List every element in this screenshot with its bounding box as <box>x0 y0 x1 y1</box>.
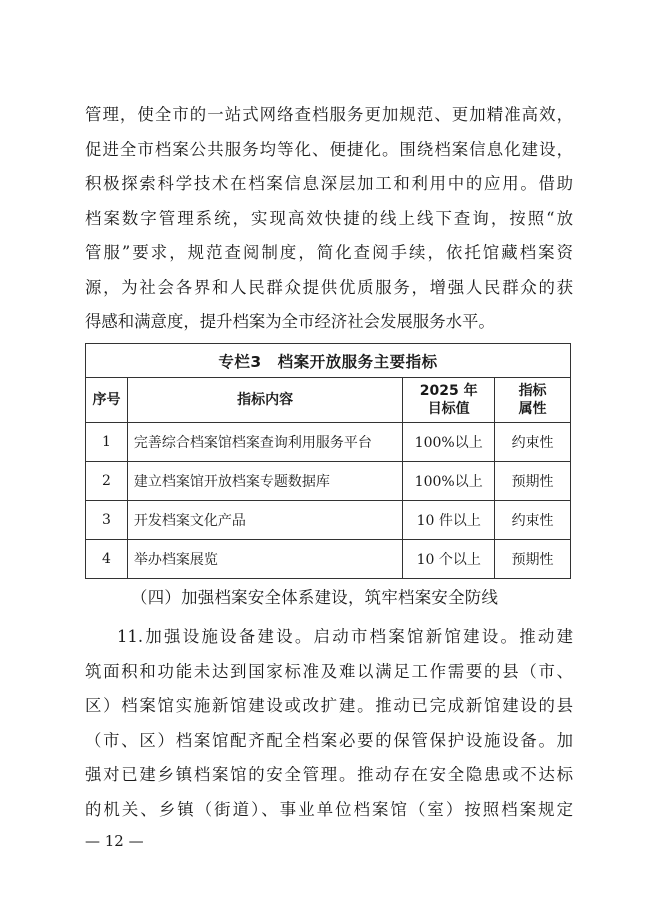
table-row <box>86 501 571 540</box>
cell-target: 10 件以上 <box>403 501 495 540</box>
intro-paragraph <box>85 98 573 340</box>
header-no: 序号 <box>86 378 128 423</box>
indicator-table <box>85 343 571 579</box>
text-line: 得感和满意度，提升档案为全市经济社会发展服务水平。 <box>85 312 495 331</box>
text-line: （市、区）档案馆配齐配全档案必要的保管保护设施设备。加 <box>85 730 573 750</box>
cell-attr: 预期性 <box>495 462 571 501</box>
text-line: 档案数字管理系统，实现高效快捷的线上线下查询，按照“放 <box>85 208 573 228</box>
table-row <box>86 462 571 501</box>
header-content: 指标内容 <box>127 378 402 423</box>
cell-target: 100%以上 <box>403 462 495 501</box>
header-attr-line1: 指标 <box>518 383 547 399</box>
cell-attr: 约束性 <box>495 423 571 462</box>
text-line: 的机关、乡镇（街道）、事业单位档案馆（室）按照档案规定 <box>85 799 573 819</box>
text-line: 筑面积和功能未达到国家标准及难以满足工作需要的县（市、 <box>85 661 573 681</box>
body-paragraph <box>85 620 573 827</box>
table-header-row <box>86 378 571 423</box>
header-target-line2: 目标值 <box>427 401 470 417</box>
header-attr-line2: 属性 <box>518 401 547 417</box>
text-line: 源，为社会各界和人民群众提供优质服务，增强人民群众的获 <box>85 277 573 297</box>
header-target-line1: 2025 年 <box>419 383 478 399</box>
header-attr <box>495 378 571 423</box>
section-heading: （四）加强档案安全体系建设，筑牢档案安全防线 <box>131 588 499 607</box>
text-line: 强对已建乡镇档案馆的安全管理。推动存在安全隐患或不达标 <box>85 765 573 784</box>
table-row <box>86 540 571 579</box>
cell-no: 4 <box>86 540 128 579</box>
text-line: 管理，使全市的一站式网络查档服务更加规范、更加精准高效， <box>85 105 573 124</box>
cell-content: 开发档案文化产品 <box>127 501 402 540</box>
table-title: 专栏3 档案开放服务主要指标 <box>86 344 571 378</box>
cell-content: 完善综合档案馆档案查询利用服务平台 <box>127 423 402 462</box>
cell-target: 100%以上 <box>403 423 495 462</box>
table-row <box>86 423 571 462</box>
header-target <box>403 378 495 423</box>
text-line: 11.加强设施设备建设。启动市档案馆新馆建设。推动建 <box>117 627 573 646</box>
text-line: 管服”要求，规范查阅制度，简化查阅手续，依托馆藏档案资 <box>85 243 573 262</box>
cell-attr: 预期性 <box>495 540 571 579</box>
cell-no: 3 <box>86 501 128 540</box>
cell-attr: 约束性 <box>495 501 571 540</box>
table-title-row <box>86 344 571 378</box>
cell-content: 建立档案馆开放档案专题数据库 <box>127 462 402 501</box>
page-number: — 12 — <box>85 832 144 850</box>
cell-target: 10 个以上 <box>403 540 495 579</box>
cell-content: 举办档案展览 <box>127 540 402 579</box>
text-line: 区）档案馆实施新馆建设或改扩建。推动已完成新馆建设的县 <box>85 696 573 715</box>
text-line: 促进全市档案公共服务均等化、便捷化。围绕档案信息化建设， <box>85 139 573 159</box>
cell-no: 2 <box>86 462 128 501</box>
text-line: 积极探索科学技术在档案信息深层加工和利用中的应用。借助 <box>85 174 573 193</box>
cell-no: 1 <box>86 423 128 462</box>
